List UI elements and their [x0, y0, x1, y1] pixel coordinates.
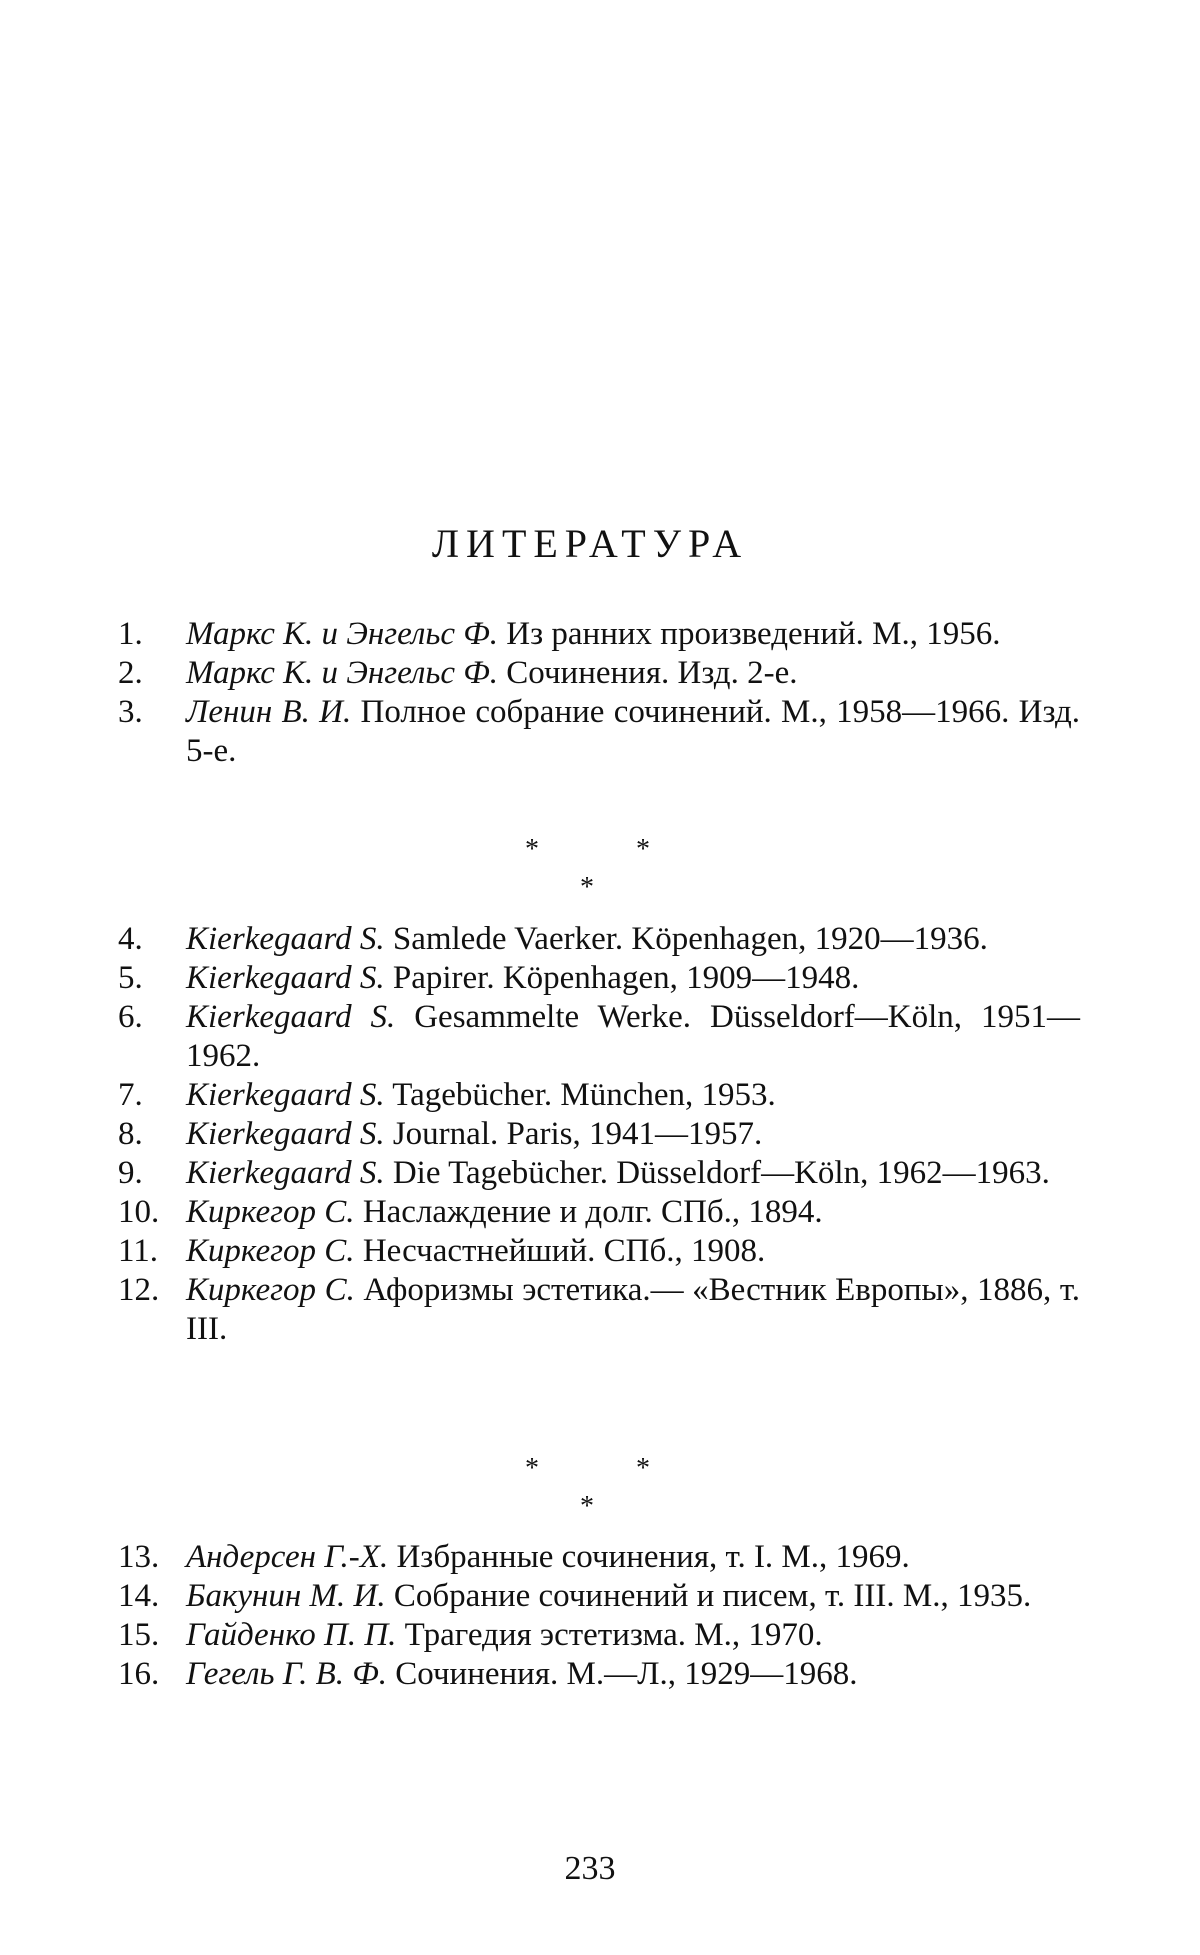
reference-text: Gesammelte Werke. Düsseldorf—Köln, 1951—1962.: [186, 999, 1080, 1074]
reference-number: 6.: [118, 999, 143, 1035]
reference-author: Маркс К. и Энгельс Ф.: [186, 616, 499, 652]
section-separator: [0, 836, 1180, 906]
reference-text: Сочинения. Изд. 2-е.: [498, 655, 798, 691]
separator-asterisk: *: [525, 1453, 539, 1484]
reference-text: Samlede Vaerker. Köpenhagen, 1920—1936.: [384, 921, 988, 957]
separator-asterisk: *: [580, 872, 594, 903]
reference-author: Бакунин М. И.: [186, 1578, 386, 1614]
reference-author: Гегель Г. В. Ф.: [186, 1656, 388, 1692]
reference-number: 16.: [118, 1656, 160, 1692]
reference-entry: [118, 920, 1080, 959]
reference-text: Несчастнейший. СПб., 1908.: [354, 1233, 766, 1269]
reference-author: Kierkegaard S.: [186, 1155, 385, 1191]
reference-entry: [118, 1115, 1080, 1154]
separator-asterisk: *: [525, 834, 539, 865]
reference-entry: [118, 615, 1080, 654]
reference-list-others: [118, 1538, 1080, 1694]
separator-asterisk: *: [580, 1491, 594, 1522]
reference-author: Kierkegaard S.: [186, 1077, 385, 1113]
reference-number: 4.: [118, 921, 143, 957]
reference-text: Сочинения. М.—Л., 1929—1968.: [387, 1656, 858, 1692]
reference-text: Papirer. Köpenhagen, 1909—1948.: [384, 960, 860, 996]
reference-number: 3.: [118, 694, 143, 730]
reference-number: 12.: [118, 1272, 160, 1308]
separator-asterisk: *: [636, 834, 650, 865]
reference-text: Собрание сочинений и писем, т. III. М., 1935.: [385, 1578, 1032, 1614]
reference-number: 9.: [118, 1155, 143, 1191]
reference-number: 13.: [118, 1539, 160, 1575]
reference-text: Афоризмы эстетика.— «Вестник Европы», 1886, т. III.: [186, 1272, 1081, 1347]
page-number: 233: [564, 1850, 616, 1887]
reference-number: 11.: [118, 1233, 159, 1269]
reference-entry: [118, 1655, 1080, 1694]
reference-entry: [118, 654, 1080, 693]
reference-author: Киркегор С.: [186, 1194, 355, 1230]
reference-author: Гайденко П. П.: [186, 1617, 397, 1653]
reference-author: Kierkegaard S.: [186, 999, 396, 1035]
reference-author: Ленин В. И.: [186, 694, 352, 730]
reference-entry: [118, 998, 1080, 1076]
reference-entry: [118, 1193, 1080, 1232]
reference-number: 10.: [118, 1194, 160, 1230]
reference-number: 7.: [118, 1077, 143, 1113]
reference-number: 5.: [118, 960, 143, 996]
reference-entry: [118, 1271, 1080, 1349]
reference-number: 15.: [118, 1617, 160, 1653]
reference-list-kierkegaard: [118, 920, 1080, 1349]
separator-asterisk: *: [636, 1453, 650, 1484]
reference-number: 8.: [118, 1116, 143, 1152]
reference-entry: [118, 1577, 1080, 1616]
reference-entry: [118, 693, 1080, 771]
reference-text: Полное собрание сочинений. М., 1958—1966. Изд. 5-е.: [186, 694, 1080, 769]
section-separator: [0, 1455, 1180, 1525]
reference-text: Избранные сочинения, т. I. М., 1969.: [388, 1539, 910, 1575]
reference-entry: [118, 1232, 1080, 1271]
reference-author: Kierkegaard S.: [186, 960, 385, 996]
reference-entry: [118, 959, 1080, 998]
reference-entry: [118, 1076, 1080, 1115]
reference-text: Из ранних произведений. М., 1956.: [498, 616, 1001, 652]
reference-number: 14.: [118, 1578, 160, 1614]
reference-list-classics: [118, 615, 1080, 771]
reference-author: Киркегор С.: [186, 1272, 355, 1308]
reference-author: Маркс К. и Энгельс Ф.: [186, 655, 499, 691]
reference-author: Киркегор С.: [186, 1233, 355, 1269]
reference-text: Tagebücher. München, 1953.: [384, 1077, 776, 1113]
reference-number: 2.: [118, 655, 143, 691]
reference-author: Kierkegaard S.: [186, 921, 385, 957]
reference-text: Die Tagebücher. Düsseldorf—Köln, 1962—1963.: [384, 1155, 1050, 1191]
reference-text: Трагедия эстетизма. М., 1970.: [396, 1617, 823, 1653]
reference-author: Kierkegaard S.: [186, 1116, 385, 1152]
reference-text: Journal. Paris, 1941—1957.: [384, 1116, 763, 1152]
reference-entry: [118, 1616, 1080, 1655]
reference-author: Андерсен Г.-Х.: [186, 1539, 389, 1575]
reference-entry: [118, 1154, 1080, 1193]
reference-entry: [118, 1538, 1080, 1577]
reference-number: 1.: [118, 616, 143, 652]
reference-text: Наслаждение и долг. СПб., 1894.: [354, 1194, 823, 1230]
page-title: ЛИТЕРАТУРА: [431, 521, 749, 566]
